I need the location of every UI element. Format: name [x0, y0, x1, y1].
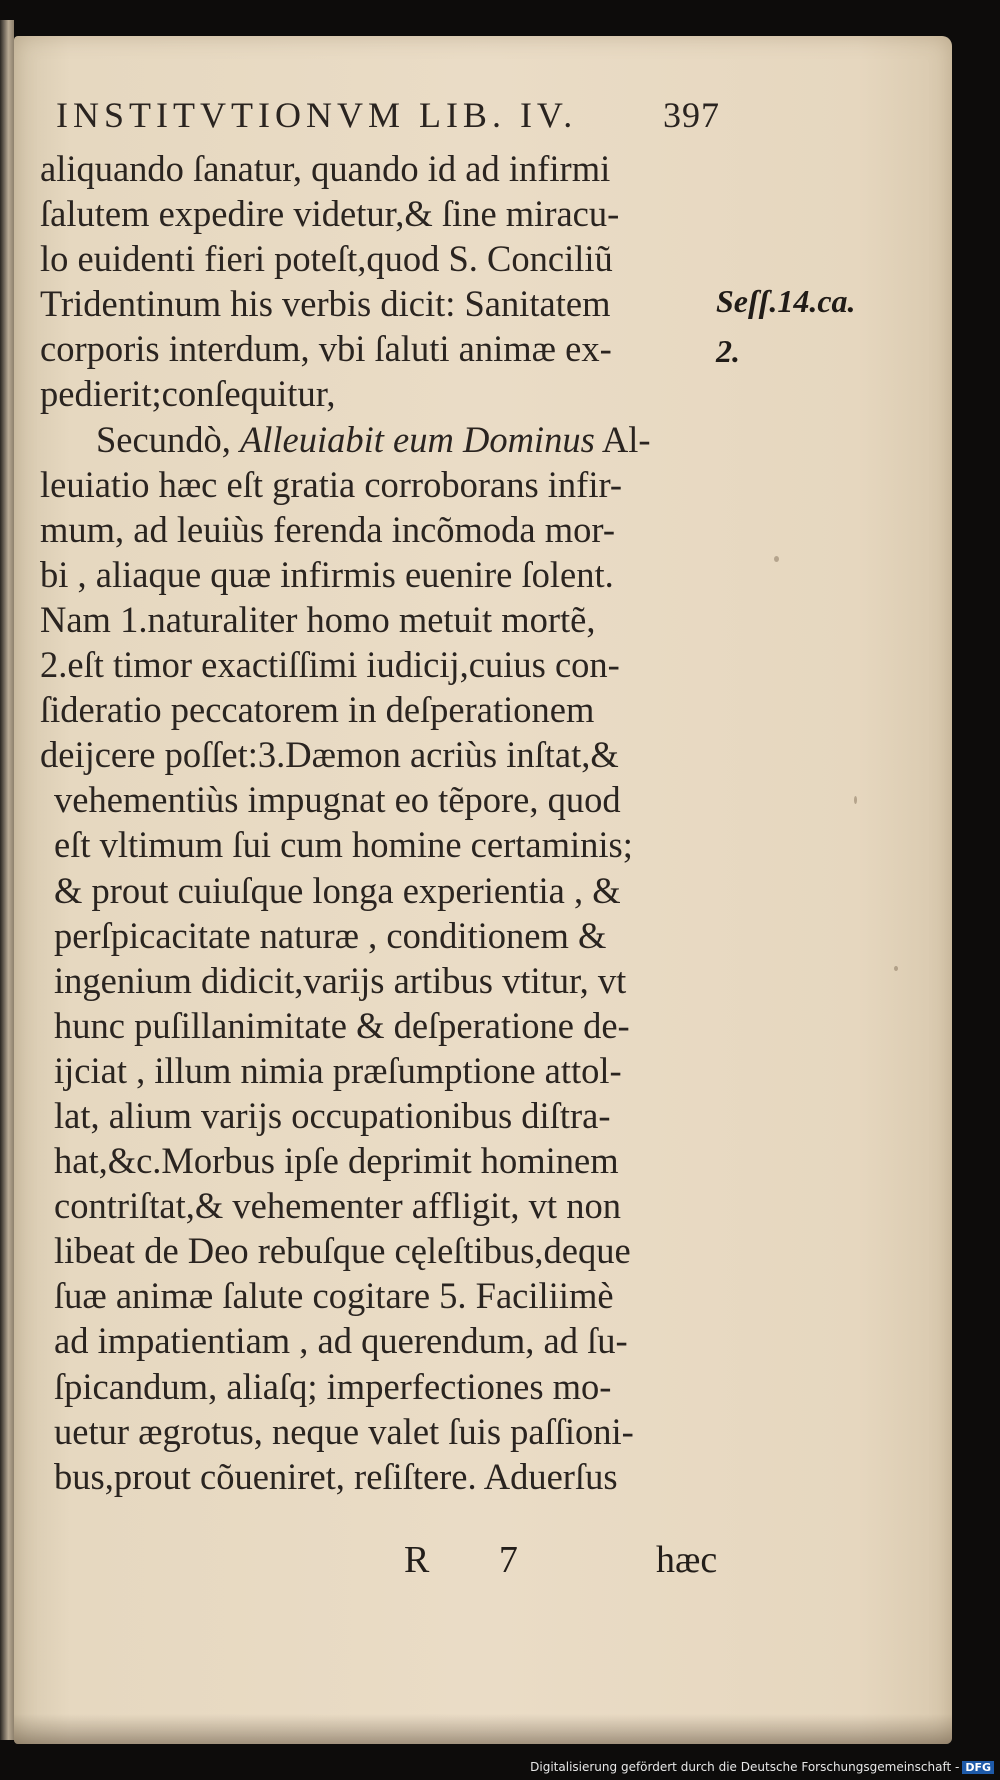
text-line: vehementiùs impugnat eo tẽpore, quod	[54, 779, 621, 821]
text-line: contriſtat,& vehementer affligit, vt non	[54, 1185, 621, 1227]
book-left-edge	[0, 20, 14, 1740]
paper-speck	[854, 796, 857, 804]
text-line: perſpicacitate naturæ , conditionem &	[54, 914, 607, 956]
running-head-title: INSTITVTIONVM LIB. IV.	[56, 95, 578, 135]
paper-speck	[774, 556, 779, 562]
text-line: & prout cuiuſque longa experientia , &	[54, 869, 621, 911]
text-line: 2.eſt timor exactiſſimi iudicij,cuius con-	[40, 644, 620, 686]
text-line: corporis interdum, vbi ſaluti animæ ex-	[40, 328, 612, 370]
text-line: ijciat , illum nimia præſumptione attol-	[54, 1049, 622, 1091]
text-line: Nam 1.naturaliter homo metuit mortẽ,	[40, 598, 596, 640]
text-line: deijcere poſſet:3.Dæmon acriùs inſtat,&	[40, 734, 619, 776]
text-line: ſuæ animæ ſalute cogitare 5. Faciliimè	[54, 1275, 614, 1317]
margin-note-line: Seſſ.14.ca.	[716, 283, 856, 319]
text-line	[40, 417, 730, 462]
text-line: mum, ad leuiùs ferenda incõmoda mor-	[40, 508, 615, 550]
text-line: hunc puſillanimitate & deſperatione de-	[54, 1004, 630, 1046]
text-line: bus,prout cõueniret, reſiſtere. Aduerſus	[54, 1455, 618, 1497]
margin-note	[716, 276, 856, 376]
text-line: aliquando ſanatur, quando id ad infirmi	[40, 148, 611, 189]
text-line: bi , aliaque quæ infirmis euenire ſolent.	[40, 553, 614, 595]
text-line: leuiatio hæc eſt gratia corroborans infir-	[40, 463, 623, 505]
text-line: eſt vltimum ſui cum homine certaminis;	[54, 824, 633, 866]
text-line: libeat de Deo rebuſque cęleſtibus,deque	[54, 1230, 631, 1272]
credit-text: Digitalisierung gefördert durch die Deutsche Forschungsgemeinschaft -	[530, 1760, 960, 1774]
text-segment: Secundò,	[96, 418, 231, 460]
text-line: lat, alium varijs occupationibus diſtra-	[54, 1094, 611, 1136]
running-head	[56, 94, 720, 136]
dfg-logo: DFG	[962, 1761, 994, 1774]
page-shadow	[14, 1714, 952, 1744]
text-line: ad impatientiam , ad querendum, ad ſu-	[54, 1320, 628, 1362]
text-line: pedierit;conſequitur,	[40, 373, 336, 415]
text-line: ſalutem expedire videtur,& ſine miracu-	[40, 193, 620, 235]
signature-mark: R 7	[404, 1539, 548, 1581]
paper-speck	[894, 966, 898, 971]
text-line: lo euidenti fieri poteſt,quod S. Conciliũ	[40, 238, 613, 280]
text-line: ſpicandum, aliaſq; imperfectiones mo-	[54, 1365, 612, 1407]
body-text	[40, 146, 730, 1499]
page-number: 397	[663, 95, 720, 135]
text-line: ingenium didicit,varijs artibus vtitur, vt	[54, 959, 627, 1001]
margin-note-line: 2.	[716, 333, 740, 369]
text-segment: Al-	[601, 418, 651, 460]
digitization-credit	[530, 1760, 994, 1774]
text-line: hat,&c.Morbus ipſe deprimit hominem	[54, 1140, 619, 1182]
text-line: uetur ægrotus, neque valet ſuis paſſioni-	[54, 1410, 634, 1452]
text-line: Tridentinum his verbis dicit: Sanitatem	[40, 283, 611, 325]
scripture-quote: Alleuiabit eum Dominus	[239, 418, 595, 460]
text-line: ſideratio peccatorem in deſperationem	[40, 689, 595, 731]
catchword: hæc	[656, 1539, 718, 1581]
